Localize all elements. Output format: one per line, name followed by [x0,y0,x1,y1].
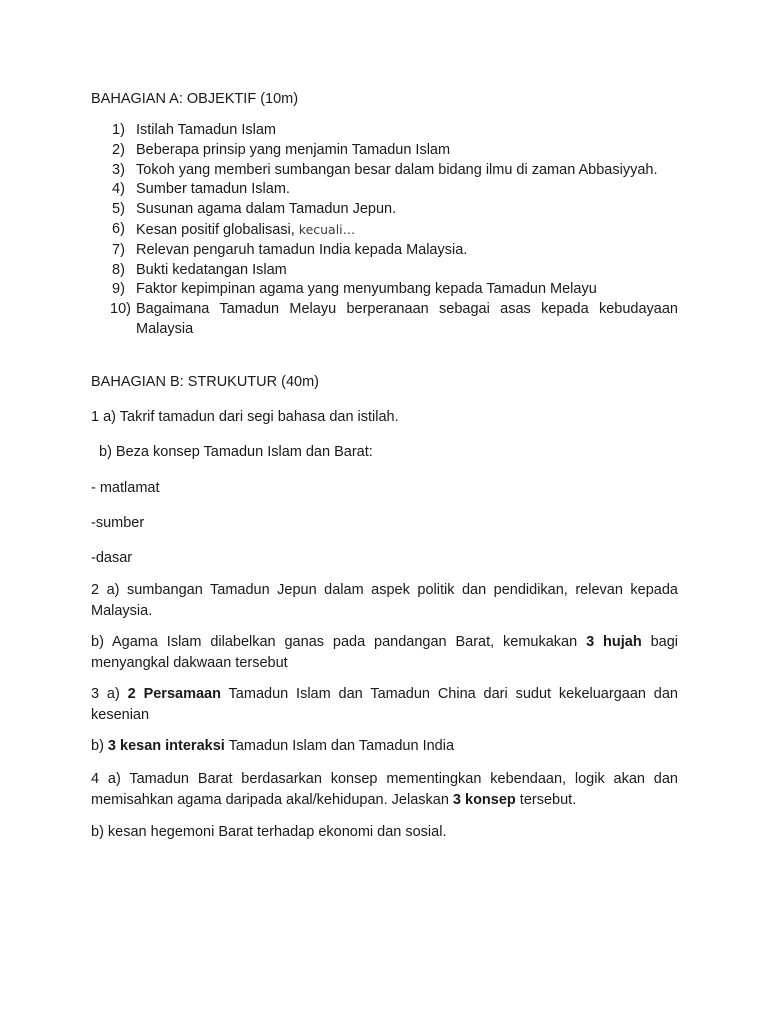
section-a-heading: BAHAGIAN A: OBJEKTIF (10m) [91,91,299,107]
list-item [91,121,678,141]
section-b-heading: BAHAGIAN B: STRUKUTUR (40m) [91,374,319,390]
item-number: 7) [112,241,125,258]
question-2b: b) Agama Islam dilabelkan ganas pada pandangan Barat, kemukakan 3 hujah bagi menyangkal dakwaan tersebut [91,634,678,671]
item-suffix: kecuali… [294,221,356,237]
item-text: Tokoh yang memberi sumbangan besar dalam bidang ilmu di zaman Abbasiyyah. [136,161,658,178]
list-item [91,220,678,241]
question-4a: 4 a) Tamadun Barat berdasarkan konsep mementingkan kebendaan, logik akan dan memisahkan agama daripada akal/kehidupan. Jelaskan 3 konsep tersebut. [91,771,678,808]
question-1b-point: -dasar [91,550,133,566]
item-number: 5) [112,201,125,218]
list-item [91,200,678,220]
list-item [91,280,678,300]
item-number: 4) [112,181,125,198]
list-item [91,161,678,181]
item-number: 2) [112,141,125,158]
question-1b: b) Beza konsep Tamadun Islam dan Barat: [99,444,373,460]
item-number: 6) [112,220,125,237]
objective-list [91,121,678,340]
item-text: Relevan pengaruh tamadun India kepada Malaysia. [136,241,468,258]
item-text: Bagaimana Tamadun Melayu berperanaan sebagai asas kepada kebudayaan Malaysia [136,301,678,337]
question-1a: 1 a) Takrif tamadun dari segi bahasa dan istilah. [91,409,399,425]
item-number: 8) [112,261,125,278]
item-number: 10) [110,301,131,318]
item-number: 3) [112,161,125,178]
item-number: 1) [112,122,125,138]
list-item [91,261,678,281]
item-text: Bukti kedatangan Islam [136,261,287,278]
question-1b-point: -sumber [91,515,145,531]
emphasis: 3 hujah [586,634,642,650]
list-item [91,241,678,261]
item-number: 9) [112,281,125,298]
question-3b: b) 3 kesan interaksi Tamadun Islam dan Tamadun India [91,738,455,754]
list-item [91,300,678,340]
question-2a: 2 a) sumbangan Tamadun Jepun dalam aspek politik dan pendidikan, relevan kepada Malaysia. [91,582,678,619]
item-text: Istilah Tamadun Islam [136,122,276,138]
list-item [91,180,678,200]
item-text: Beberapa prinsip yang menjamin Tamadun Islam [136,141,451,158]
emphasis: 3 konsep [452,792,516,808]
emphasis: 3 kesan interaksi [107,738,225,754]
question-4b: b) kesan hegemoni Barat terhadap ekonomi dan sosial. [91,824,447,840]
question-1b-point: - matlamat [91,480,160,496]
item-text: Sumber tamadun Islam. [136,181,290,198]
item-text: Susunan agama dalam Tamadun Jepun. [136,201,397,218]
emphasis: 2 Persamaan [127,686,221,702]
list-item [91,141,678,161]
item-text: Kesan positif globalisasi, [136,221,295,238]
question-3a: 3 a) 2 Persamaan Tamadun Islam dan Tamadun China dari sudut kekeluargaan dan kesenian [91,686,678,723]
item-text: Faktor kepimpinan agama yang menyumbang kepada Tamadun Melayu [136,281,597,298]
